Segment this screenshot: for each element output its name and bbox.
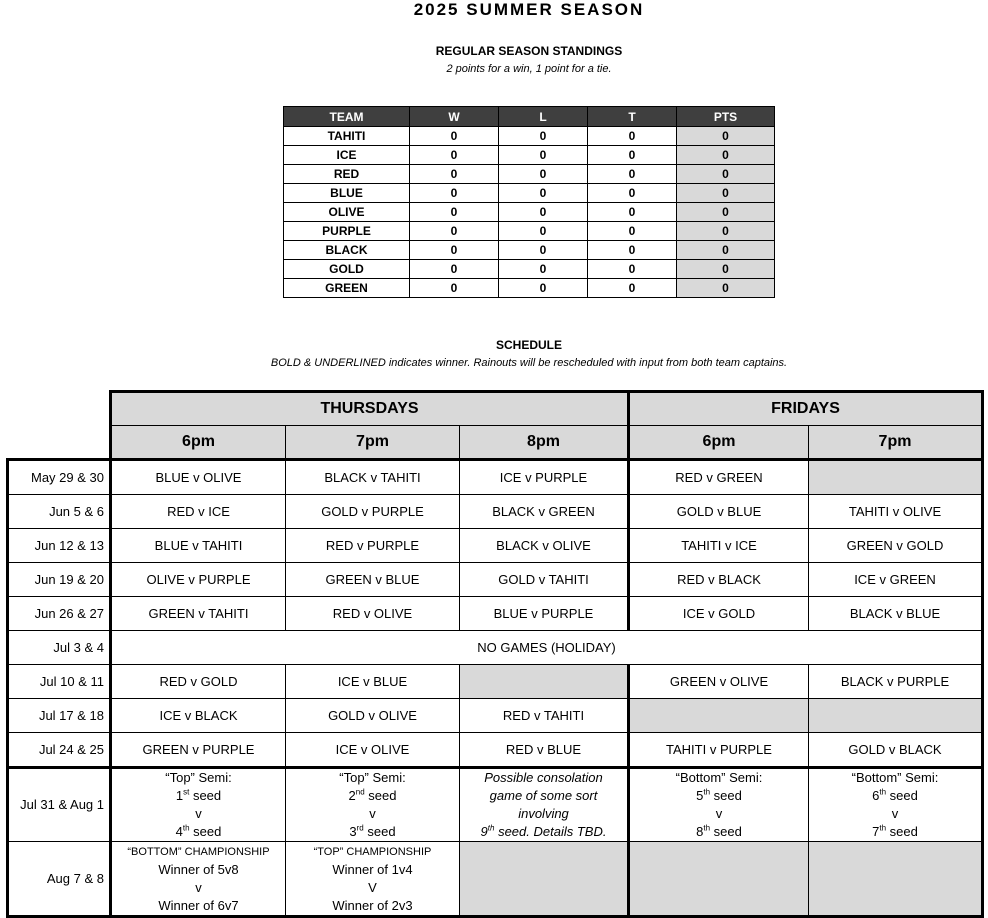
week-date: Aug 7 & 8	[8, 842, 111, 917]
game-cell: BLACK v OLIVE	[460, 529, 629, 563]
game-cell: BLUE v OLIVE	[111, 460, 286, 495]
game-cell: ICE v GREEN	[809, 563, 983, 597]
schedule-row	[8, 597, 983, 631]
ties-cell: 0	[588, 203, 677, 222]
game-cell: GREEN v BLUE	[286, 563, 460, 597]
week-date: Jun 19 & 20	[8, 563, 111, 597]
time-header: 6pm	[111, 426, 286, 460]
week-date: Jul 10 & 11	[8, 665, 111, 699]
bottom-semi-5v8: “Bottom” Semi: 5th seed v 8th seed	[629, 768, 809, 842]
points-cell: 0	[677, 279, 775, 298]
standings-note: 2 points for a win, 1 point for a tie.	[446, 63, 612, 75]
game-cell: GOLD v PURPLE	[286, 495, 460, 529]
game-cell: RED v GOLD	[111, 665, 286, 699]
week-date: May 29 & 30	[8, 460, 111, 495]
week-date: Jul 17 & 18	[8, 699, 111, 733]
game-cell: RED v GREEN	[629, 460, 809, 495]
ties-cell: 0	[588, 260, 677, 279]
game-cell: TAHITI v PURPLE	[629, 733, 809, 768]
bottom-semi-6v7: “Bottom” Semi: 6th seed v 7th seed	[809, 768, 983, 842]
losses-cell: 0	[499, 127, 588, 146]
game-cell: GOLD v BLUE	[629, 495, 809, 529]
team-name: GREEN	[284, 279, 410, 298]
wins-cell: 0	[410, 279, 499, 298]
column-header: L	[499, 107, 588, 127]
championship-row	[8, 842, 983, 917]
week-date: Jun 26 & 27	[8, 597, 111, 631]
semifinal-row	[8, 768, 983, 842]
ties-cell: 0	[588, 127, 677, 146]
standings-row	[284, 241, 775, 260]
game-cell: ICE v BLACK	[111, 699, 286, 733]
game-cell: ICE v OLIVE	[286, 733, 460, 768]
points-cell: 0	[677, 241, 775, 260]
week-date: Jun 12 & 13	[8, 529, 111, 563]
week-date: Jul 31 & Aug 1	[8, 768, 111, 842]
ties-cell: 0	[588, 184, 677, 203]
week-date: Jul 24 & 25	[8, 733, 111, 768]
game-cell: GREEN v OLIVE	[629, 665, 809, 699]
game-cell: GREEN v TAHITI	[111, 597, 286, 631]
schedule-row	[8, 563, 983, 597]
empty-slot	[809, 460, 983, 495]
team-name: GOLD	[284, 260, 410, 279]
game-cell: BLACK v GREEN	[460, 495, 629, 529]
consolation-game: Possible consolation game of some sort involving 9th seed. Details TBD.	[460, 768, 629, 842]
game-cell: GOLD v TAHITI	[460, 563, 629, 597]
schedule-row	[8, 529, 983, 563]
team-name: PURPLE	[284, 222, 410, 241]
wins-cell: 0	[410, 165, 499, 184]
top-semi-1v4: “Top” Semi: 1st seed v 4th seed	[111, 768, 286, 842]
week-date: Jul 3 & 4	[8, 631, 111, 665]
bottom-championship: “BOTTOM” CHAMPIONSHIP Winner of 5v8 v Winner of 6v7	[111, 842, 286, 917]
day-header-thursdays: THURSDAYS	[111, 392, 629, 426]
standings-row	[284, 260, 775, 279]
losses-cell: 0	[499, 184, 588, 203]
game-cell: BLUE v TAHITI	[111, 529, 286, 563]
game-cell: RED v PURPLE	[286, 529, 460, 563]
losses-cell: 0	[499, 165, 588, 184]
game-cell: ICE v GOLD	[629, 597, 809, 631]
points-cell: 0	[677, 222, 775, 241]
schedule-row	[8, 733, 983, 768]
points-cell: 0	[677, 203, 775, 222]
standings-row	[284, 165, 775, 184]
ties-cell: 0	[588, 165, 677, 184]
wins-cell: 0	[410, 203, 499, 222]
losses-cell: 0	[499, 260, 588, 279]
top-championship: “TOP” CHAMPIONSHIP Winner of 1v4 V Winner of 2v3	[286, 842, 460, 917]
game-cell: BLACK v TAHITI	[286, 460, 460, 495]
schedule-row	[8, 699, 983, 733]
schedule-note: BOLD & UNDERLINED indicates winner. Rainouts will be rescheduled with input from both team captains.	[270, 357, 788, 369]
time-header: 6pm	[629, 426, 809, 460]
time-header: 8pm	[460, 426, 629, 460]
wins-cell: 0	[410, 260, 499, 279]
wins-cell: 0	[410, 127, 499, 146]
schedule-row	[8, 460, 983, 495]
team-name: RED	[284, 165, 410, 184]
ties-cell: 0	[588, 146, 677, 165]
team-name: BLUE	[284, 184, 410, 203]
game-cell: GOLD v OLIVE	[286, 699, 460, 733]
schedule-row	[8, 665, 983, 699]
standings-row	[284, 184, 775, 203]
standings-table	[283, 106, 775, 298]
page-title: 2025 SUMMER SEASON	[413, 0, 645, 19]
team-name: ICE	[284, 146, 410, 165]
game-cell: GREEN v GOLD	[809, 529, 983, 563]
column-header: W	[410, 107, 499, 127]
game-cell: RED v TAHITI	[460, 699, 629, 733]
empty-slot	[629, 699, 809, 733]
holiday-notice: NO GAMES (HOLIDAY)	[111, 631, 983, 665]
team-name: BLACK	[284, 241, 410, 260]
game-cell: RED v ICE	[111, 495, 286, 529]
game-cell: TAHITI v ICE	[629, 529, 809, 563]
wins-cell: 0	[410, 222, 499, 241]
empty-slot	[629, 842, 809, 917]
losses-cell: 0	[499, 203, 588, 222]
empty-slot	[460, 842, 629, 917]
losses-cell: 0	[499, 146, 588, 165]
game-cell: RED v BLACK	[629, 563, 809, 597]
game-cell: RED v BLUE	[460, 733, 629, 768]
game-cell: GREEN v PURPLE	[111, 733, 286, 768]
day-header-fridays: FRIDAYS	[629, 392, 983, 426]
game-cell: OLIVE v PURPLE	[111, 563, 286, 597]
standings-header-row	[284, 107, 775, 127]
empty-slot	[460, 665, 629, 699]
game-cell: BLUE v PURPLE	[460, 597, 629, 631]
points-cell: 0	[677, 165, 775, 184]
losses-cell: 0	[499, 222, 588, 241]
points-cell: 0	[677, 146, 775, 165]
game-cell: ICE v PURPLE	[460, 460, 629, 495]
ties-cell: 0	[588, 279, 677, 298]
losses-cell: 0	[499, 279, 588, 298]
game-cell: RED v OLIVE	[286, 597, 460, 631]
team-name: TAHITI	[284, 127, 410, 146]
column-header: T	[588, 107, 677, 127]
points-cell: 0	[677, 260, 775, 279]
time-header: 7pm	[809, 426, 983, 460]
standings-row	[284, 146, 775, 165]
ties-cell: 0	[588, 222, 677, 241]
wins-cell: 0	[410, 241, 499, 260]
time-header: 7pm	[286, 426, 460, 460]
ties-cell: 0	[588, 241, 677, 260]
wins-cell: 0	[410, 146, 499, 165]
column-header: PTS	[677, 107, 775, 127]
schedule-heading: SCHEDULE	[495, 338, 562, 352]
standings-row	[284, 279, 775, 298]
standings-row	[284, 222, 775, 241]
game-cell: GOLD v BLACK	[809, 733, 983, 768]
column-header: TEAM	[284, 107, 410, 127]
top-semi-2v3: “Top” Semi: 2nd seed v 3rd seed	[286, 768, 460, 842]
standings-heading: REGULAR SEASON STANDINGS	[435, 44, 623, 58]
team-name: OLIVE	[284, 203, 410, 222]
schedule-row	[8, 495, 983, 529]
wins-cell: 0	[410, 184, 499, 203]
game-cell: TAHITI v OLIVE	[809, 495, 983, 529]
empty-slot	[809, 699, 983, 733]
holiday-row	[8, 631, 983, 665]
game-cell: BLACK v PURPLE	[809, 665, 983, 699]
game-cell: BLACK v BLUE	[809, 597, 983, 631]
standings-row	[284, 203, 775, 222]
losses-cell: 0	[499, 241, 588, 260]
points-cell: 0	[677, 184, 775, 203]
game-cell: ICE v BLUE	[286, 665, 460, 699]
empty-slot	[809, 842, 983, 917]
points-cell: 0	[677, 127, 775, 146]
standings-row	[284, 127, 775, 146]
week-date: Jun 5 & 6	[8, 495, 111, 529]
schedule-table	[6, 390, 984, 918]
